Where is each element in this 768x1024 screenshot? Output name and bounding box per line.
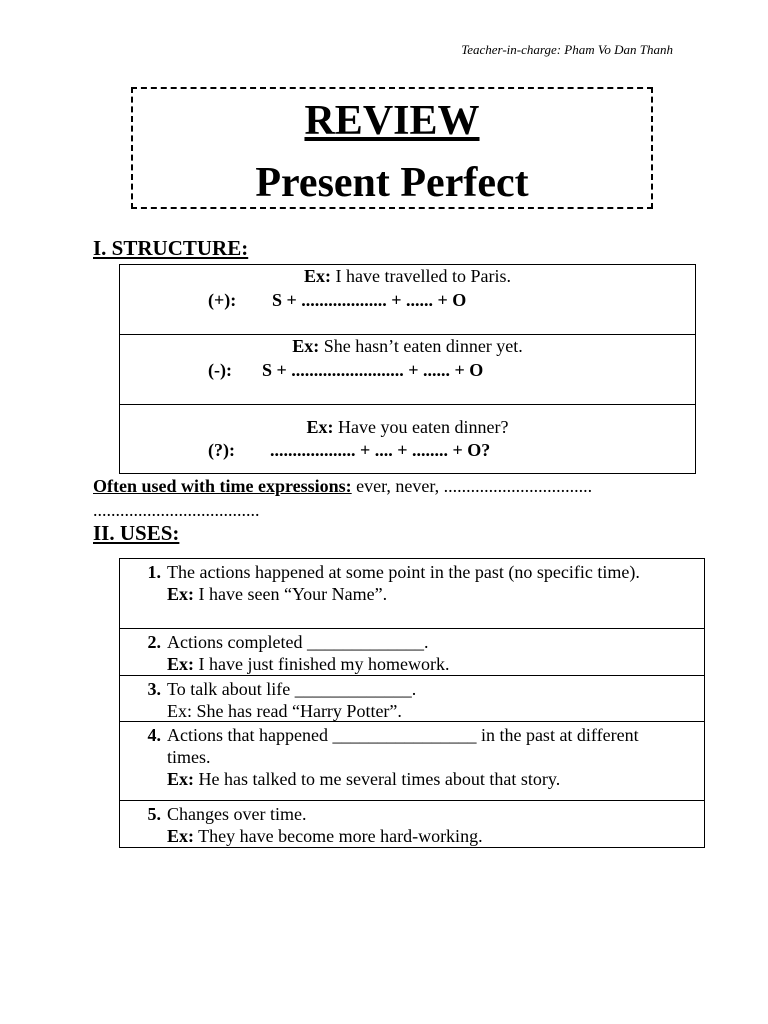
title-box bbox=[131, 87, 653, 209]
use-text: To talk about life _____________. bbox=[167, 679, 417, 699]
structure-formula: S + ......................... + ...... + O bbox=[262, 360, 484, 380]
structure-row-affirmative bbox=[120, 265, 695, 335]
structure-formula: ................... + .... + ........ + O? bbox=[270, 440, 491, 460]
structure-sign: (-): bbox=[208, 360, 232, 380]
use-example: Ex: I have just finished my homework. bbox=[167, 654, 450, 674]
structure-example: Ex: She hasn’t eaten dinner yet. bbox=[292, 336, 523, 356]
use-example: Ex: She has read “Harry Potter”. bbox=[167, 701, 402, 721]
use-text: Changes over time. bbox=[167, 804, 307, 824]
use-example: Ex: He has talked to me several times about that story. bbox=[167, 769, 561, 789]
use-text: Actions that happened ________________ in the past at different times. bbox=[167, 725, 639, 767]
use-number: 5. bbox=[147, 804, 161, 824]
use-item bbox=[120, 801, 704, 847]
use-number: 3. bbox=[147, 679, 161, 699]
use-number: 4. bbox=[147, 725, 161, 745]
use-number: 2. bbox=[147, 632, 161, 652]
title-review: REVIEW bbox=[304, 98, 480, 144]
time-expressions: Often used with time expressions: ever, never, ................................. ..................................... bbox=[93, 476, 593, 520]
uses-table bbox=[119, 558, 705, 848]
use-example: Ex: I have seen “Your Name”. bbox=[167, 584, 388, 604]
structure-sign: (+): bbox=[208, 290, 237, 310]
use-example: Ex: They have become more hard-working. bbox=[167, 826, 483, 846]
use-text: Actions completed _____________. bbox=[167, 632, 429, 652]
structure-row-negative bbox=[120, 335, 695, 405]
teacher-in-charge: Teacher-in-charge: Pham Vo Dan Thanh bbox=[461, 42, 673, 57]
structure-sign: (?): bbox=[208, 440, 235, 460]
use-number: 1. bbox=[147, 562, 161, 582]
structure-example: Ex: I have travelled to Paris. bbox=[304, 266, 511, 286]
use-item bbox=[120, 629, 704, 676]
uses-heading: II. USES: bbox=[93, 521, 180, 545]
title-subtitle: Present Perfect bbox=[255, 160, 529, 206]
structure-formula: S + ................... + ...... + O bbox=[272, 290, 467, 310]
structure-heading: I. STRUCTURE: bbox=[93, 236, 249, 260]
structure-row-question bbox=[120, 405, 695, 473]
structure-table bbox=[119, 264, 696, 474]
use-item bbox=[120, 722, 704, 801]
use-item bbox=[120, 676, 704, 722]
structure-example: Ex: Have you eaten dinner? bbox=[306, 417, 509, 437]
use-item bbox=[120, 559, 704, 629]
use-text: The actions happened at some point in the past (no specific time). bbox=[167, 562, 640, 582]
